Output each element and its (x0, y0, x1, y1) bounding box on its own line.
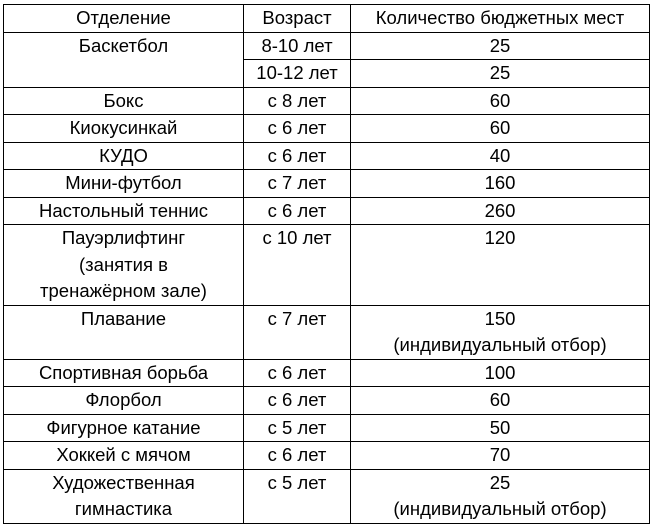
age-cell-text: с 6 лет (267, 117, 327, 138)
places-cell (351, 60, 650, 88)
department-cell-text: тренажёрном зале) (40, 280, 207, 301)
age-cell (244, 197, 351, 225)
places-cell-text: (индивидуальный отбор) (393, 498, 607, 519)
places-cell-text: 70 (489, 444, 511, 465)
places-cell (351, 442, 650, 470)
department-cell-text: Фигурное катание (46, 416, 201, 438)
places-cell-text: 120 (484, 227, 516, 248)
table-row (4, 305, 650, 359)
places-cell (351, 170, 650, 198)
age-cell-text: 8-10 лет (261, 34, 333, 56)
age-cell-text: с 7 лет (267, 307, 327, 329)
sports-budget-table (3, 4, 650, 524)
department-cell (4, 170, 244, 198)
table-row (4, 197, 650, 225)
age-cell (244, 225, 351, 306)
places-cell (351, 87, 650, 115)
age-cell (244, 60, 351, 88)
department-cell (4, 305, 244, 359)
department-cell-text: Хоккей с мячом (56, 444, 191, 465)
table-row (4, 87, 650, 115)
age-cell (244, 305, 351, 359)
age-cell-text: с 6 лет (267, 199, 327, 221)
table-body (4, 32, 650, 523)
table-row (4, 469, 650, 523)
age-cell-text: 10-12 лет (256, 62, 338, 83)
table-row (4, 442, 650, 470)
department-cell (4, 197, 244, 225)
header-places: Количество бюджетных мест (351, 5, 650, 33)
places-cell (351, 414, 650, 442)
department-cell-text: КУДО (99, 144, 148, 166)
age-cell (244, 87, 351, 115)
department-cell-text: Художественная (52, 471, 195, 493)
places-cell-text: 60 (489, 89, 511, 111)
places-cell-text: 260 (484, 199, 516, 221)
table-row (4, 32, 650, 60)
places-cell-text: 40 (489, 144, 511, 166)
table-row (4, 142, 650, 170)
department-cell (4, 469, 244, 523)
places-cell-text: 25 (489, 471, 511, 493)
age-cell-text: с 6 лет (267, 444, 327, 465)
places-cell (351, 142, 650, 170)
places-cell-text: 60 (489, 389, 511, 410)
places-cell-text: (индивидуальный отбор) (393, 334, 607, 355)
places-cell-text: 160 (484, 172, 516, 193)
age-cell-text: с 6 лет (267, 144, 327, 166)
age-cell (244, 414, 351, 442)
age-cell-text: с 6 лет (267, 361, 327, 383)
places-cell-text: 25 (489, 62, 511, 83)
age-cell-text: с 7 лет (267, 172, 327, 193)
age-cell (244, 142, 351, 170)
department-cell-text: Спортивная борьба (38, 361, 209, 383)
places-cell (351, 197, 650, 225)
age-cell (244, 170, 351, 198)
table-row (4, 387, 650, 415)
header-department: Отделение (4, 5, 244, 33)
department-cell (4, 359, 244, 387)
age-cell (244, 359, 351, 387)
age-cell (244, 442, 351, 470)
age-cell (244, 32, 351, 60)
department-cell-text: (занятия в (79, 253, 168, 275)
department-cell (4, 225, 244, 306)
header-row (4, 5, 650, 33)
department-cell (4, 115, 244, 143)
age-cell (244, 387, 351, 415)
places-cell-text: 25 (489, 34, 511, 56)
places-cell (351, 305, 650, 359)
department-cell (4, 142, 244, 170)
places-cell (351, 469, 650, 523)
places-cell-text: 100 (484, 361, 516, 383)
table-row (4, 115, 650, 143)
age-cell (244, 115, 351, 143)
department-cell (4, 442, 244, 470)
places-cell (351, 359, 650, 387)
department-cell-text: Бокс (103, 89, 144, 111)
department-cell-text: Киокусинкай (69, 117, 178, 138)
age-cell-text: с 10 лет (262, 227, 332, 248)
department-cell-text: Плавание (80, 307, 167, 329)
places-cell (351, 32, 650, 60)
department-cell-text: Баскетбол (78, 34, 169, 56)
table-row (4, 170, 650, 198)
department-cell-text: Настольный теннис (38, 199, 209, 221)
department-cell (4, 414, 244, 442)
age-cell-text: с 6 лет (267, 389, 327, 410)
places-cell (351, 387, 650, 415)
table-row (4, 225, 650, 306)
places-cell (351, 225, 650, 306)
places-cell-text: 60 (489, 117, 511, 138)
department-cell (4, 32, 244, 87)
places-cell-text: 150 (484, 307, 516, 329)
age-cell-text: с 5 лет (267, 471, 327, 493)
age-cell (244, 469, 351, 523)
department-cell-text: Пауэрлифтинг (61, 227, 186, 248)
table-row (4, 414, 650, 442)
table-row (4, 359, 650, 387)
department-cell-text: гимнастика (74, 498, 173, 519)
department-cell-text: Флорбол (85, 389, 162, 410)
places-cell-text: 50 (489, 416, 511, 438)
age-cell-text: с 8 лет (267, 89, 327, 111)
header-age: Возраст (244, 5, 351, 33)
age-cell-text: с 5 лет (267, 416, 327, 438)
department-cell (4, 87, 244, 115)
department-cell-text: Мини-футбол (65, 172, 182, 193)
department-cell (4, 387, 244, 415)
places-cell (351, 115, 650, 143)
